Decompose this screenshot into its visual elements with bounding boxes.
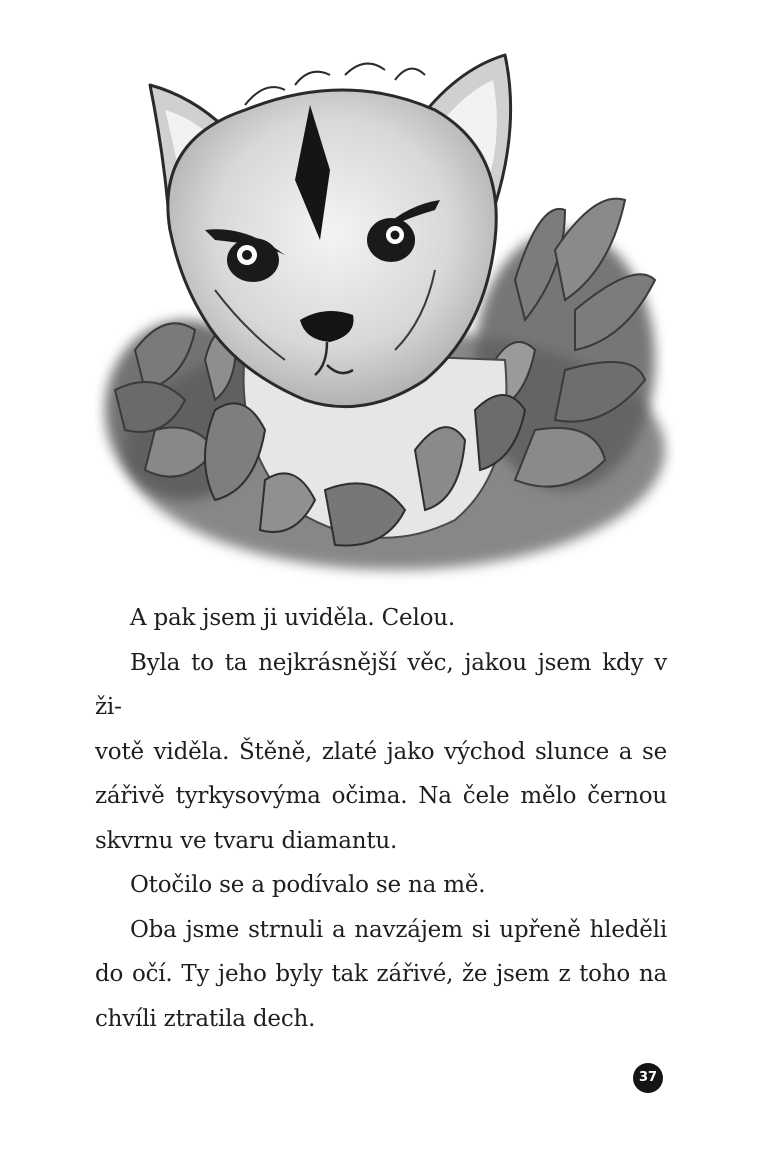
- paragraph-3: [95, 863, 667, 908]
- text-line: skvrnu ve tvaru diamantu.: [95, 827, 398, 854]
- text-line: Byla to ta nejkrásnější věc, jakou jsem kdy v ži-: [95, 649, 667, 720]
- text-line: Otočilo se a podívalo se na mě.: [130, 872, 486, 898]
- text-line: votě viděla. Štěně, zlaté jako východ slunce a se: [95, 738, 667, 765]
- page-number-badge: 37: [633, 1063, 663, 1093]
- text-line: zářivě tyrkysovýma očima. Na čele mělo černou: [95, 783, 667, 809]
- text-line: A pak jsem ji uviděla. Celou.: [130, 605, 455, 631]
- paragraph-4: [95, 908, 667, 1042]
- paragraph-1: [95, 596, 667, 641]
- text-line: chvíli ztratila dech.: [95, 1005, 316, 1032]
- text-line: Oba jsme strnuli a navzájem si upřeně hleděli: [130, 916, 667, 943]
- text-line: do očí. Ty jeho byly tak zářivé, že jsem z toho na: [95, 961, 667, 987]
- puppy-illustration: [95, 30, 675, 590]
- story-text: [95, 596, 667, 1041]
- paragraph-2: [95, 641, 667, 864]
